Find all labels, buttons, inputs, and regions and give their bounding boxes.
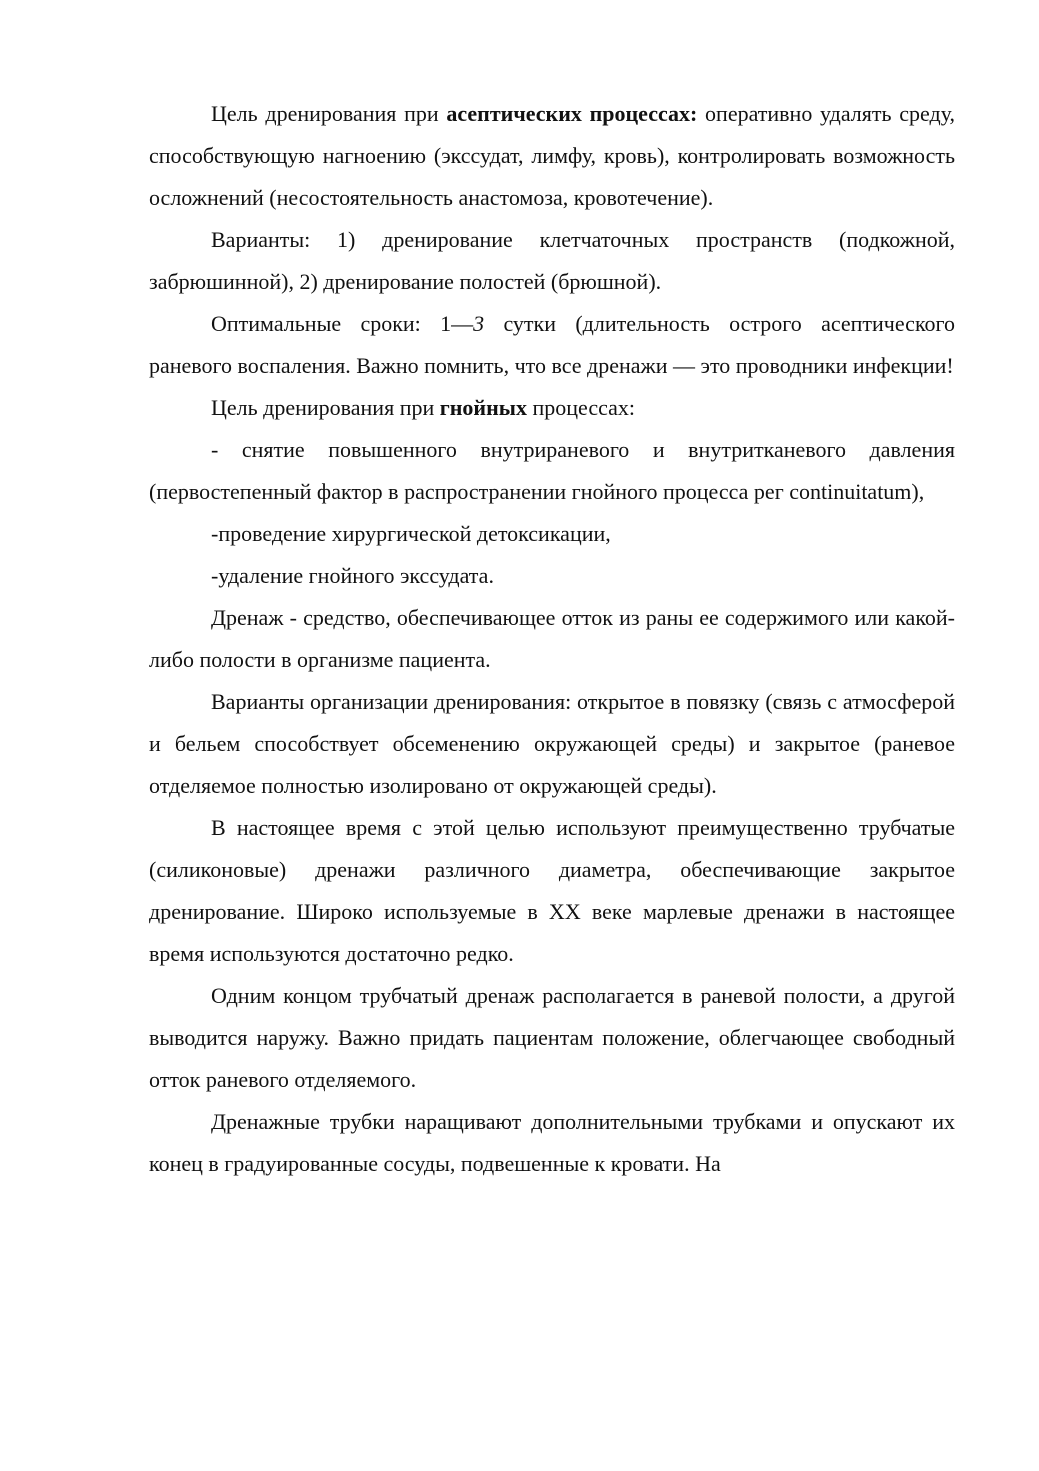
text-run: процессах: (526, 395, 635, 420)
paragraph-drain-definition: Дренаж - средство, обеспечивающее отток из раны ее содержимого или какой-либо полости в организме пациента. (149, 605, 955, 672)
italic-number: 3 (473, 311, 485, 336)
list-item-exudate: -удаление гнойного экссудата. (211, 563, 494, 588)
paragraph-optimal-terms (149, 303, 955, 387)
bold-term-aseptic: асептических процессах: (446, 101, 698, 126)
text-run: оперативно удалять среду, способствующую нагноению (экссудат, лимфу, кровь), контролировать возможность осложнений (несостоятельность анастомоза, кровотечение). (149, 101, 955, 210)
text-run: Оптимальные сроки: 1— (211, 311, 474, 336)
list-item-pressure: - снятие повышенного внутрираневого и внутритканевого давления (первостепенный фактор в распространении гнойного процесса рег continuitatum), (149, 437, 955, 504)
text-run: Цель дренирования при (211, 395, 440, 420)
paragraph-drain-position: Одним концом трубчатый дренаж располагается в раневой полости, а другой выводится наружу. Важно придать пациентам положение, облегчающее свободный отток раневого отделяемого. (149, 983, 955, 1092)
list-item-detox: -проведение хирургической детоксикации, (211, 521, 611, 546)
document-page (149, 93, 955, 1185)
text-run: сутки (длительность острого асептического раневого воспаления. Важно помнить, что все дренажи — это проводники инфекции! (149, 311, 955, 378)
paragraph-purulent-goal (149, 387, 955, 429)
bold-term-purulent: гнойных (439, 395, 527, 420)
paragraph-aseptic-goal (149, 93, 955, 219)
paragraph-drain-tubes: Дренажные трубки наращивают дополнительными трубками и опускают их конец в градуированные сосуды, подвешенные к кровати. На (149, 1109, 955, 1176)
paragraph-variants: Варианты: 1) дренирование клетчаточных пространств (подкожной, забрюшинной), 2) дренирование полостей (брюшной). (149, 227, 955, 294)
paragraph-tubular-drains: В настоящее время с этой целью используют преимущественно трубчатые (силиконовые) дренажи различного диаметра, обеспечивающие закрытое дренирование. Широко используемые в XX веке марлевые дренажи в настоящее время используются достаточно редко. (149, 815, 955, 966)
text-run: Цель дренирования при (211, 101, 447, 126)
paragraph-drainage-variants: Варианты организации дренирования: открытое в повязку (связь с атмосферой и бельем способствует обсеменению окружающей среды) и закрытое (раневое отделяемое полностью изолировано от окружающей среды). (149, 689, 955, 798)
